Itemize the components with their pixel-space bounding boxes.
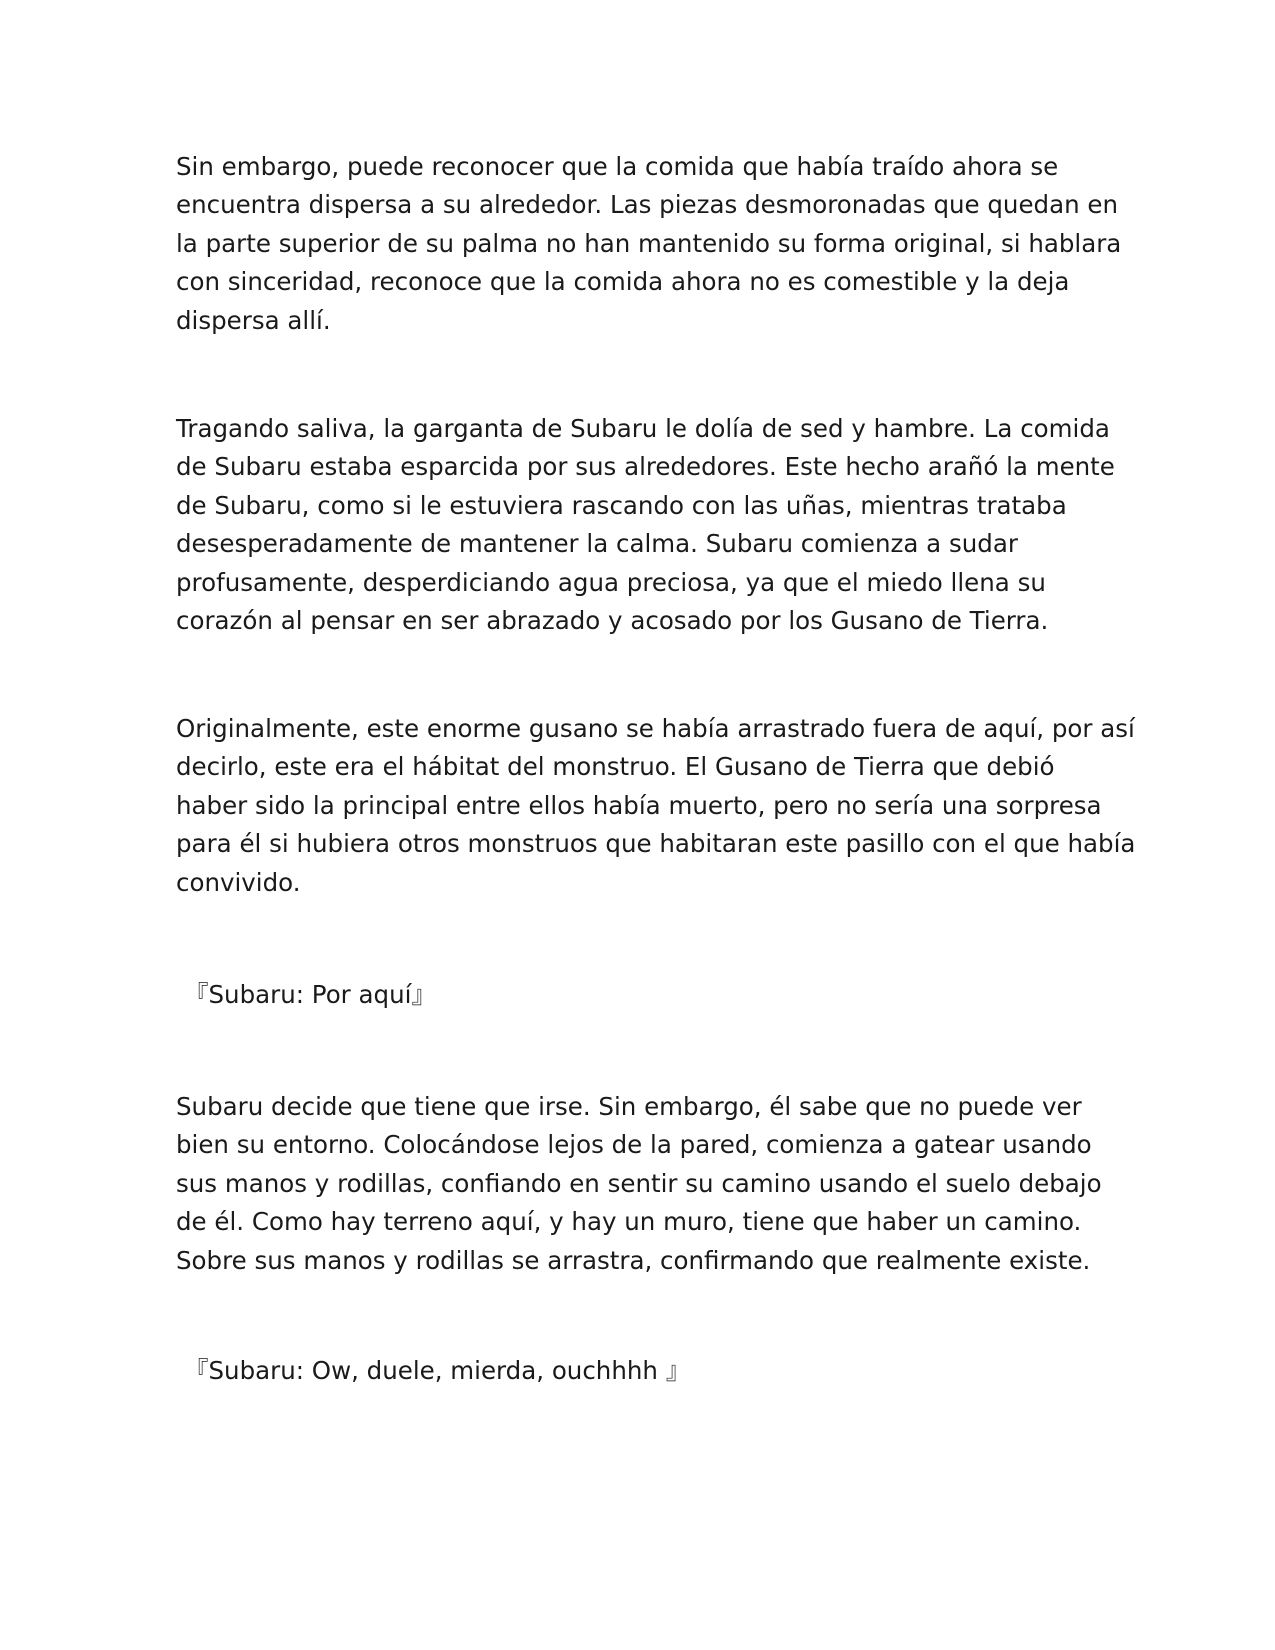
- paragraph-line: corazón al pensar en ser abrazado y acosado por los Gusano de Tierra.: [176, 606, 1049, 636]
- paragraph-line: la parte superior de su palma no han mantenido su forma original, si hablara: [176, 228, 1122, 258]
- paragraph-line: encuentra dispersa a su alrededor. Las piezas desmoronadas que quedan en: [176, 190, 1119, 220]
- dialogue-text: 『Subaru: Por aquí』: [184, 980, 436, 1009]
- paragraph-line: dispersa allí.: [176, 305, 331, 335]
- paragraph-3: [176, 710, 1136, 902]
- paragraph-line: Subaru decide que tiene que irse. Sin embargo, él sabe que no puede ver: [176, 1092, 1082, 1121]
- paragraph-line: para él si hubiera otros monstruos que habitaran este pasillo con el que había: [176, 829, 1136, 859]
- paragraph-line: Sobre sus manos y rodillas se arrastra, confirmando que realmente existe.: [176, 1245, 1091, 1275]
- paragraph-line: convivido.: [176, 867, 301, 897]
- paragraph-1: [176, 148, 1122, 340]
- paragraph-line: Tragando saliva, la garganta de Subaru le dolía de sed y hambre. La comida: [176, 414, 1110, 443]
- dialogue-line-2: [184, 1352, 1114, 1390]
- paragraph-line: sus manos y rodillas, confiando en sentir su camino usando el suelo debajo: [176, 1168, 1102, 1198]
- paragraph-line: Originalmente, este enorme gusano se había arrastrado fuera de aquí, por así: [176, 714, 1135, 743]
- paragraph-line: Sin embargo, puede reconocer que la comida que había traído ahora se: [176, 152, 1059, 181]
- paragraph-line: haber sido la principal entre ellos había muerto, pero no sería una sorpresa: [176, 790, 1102, 820]
- paragraph-4: [176, 1088, 1106, 1280]
- paragraph-line: de Subaru, como si le estuviera rascando con las uñas, mientras trataba: [176, 490, 1067, 520]
- paragraph-2: [176, 410, 1115, 640]
- dialogue-line-1: [184, 976, 1114, 1014]
- dialogue-text: 『Subaru: Ow, duele, mierda, ouchhhh 』: [184, 1356, 691, 1385]
- paragraph-line: de Subaru estaba esparcida por sus alrededores. Este hecho arañó la mente: [176, 452, 1115, 482]
- paragraph-line: de él. Como hay terreno aquí, y hay un muro, tiene que haber un camino.: [176, 1207, 1082, 1237]
- paragraph-line: decirlo, este era el hábitat del monstruo. El Gusano de Tierra que debió: [176, 752, 1055, 782]
- paragraph-line: desesperadamente de mantener la calma. Subaru comienza a sudar: [176, 529, 1018, 559]
- paragraph-line: bien su entorno. Colocándose lejos de la pared, comienza a gatear usando: [176, 1130, 1092, 1160]
- paragraph-line: con sinceridad, reconoce que la comida ahora no es comestible y la deja: [176, 267, 1070, 297]
- paragraph-line: profusamente, desperdiciando agua preciosa, ya que el miedo llena su: [176, 567, 1046, 597]
